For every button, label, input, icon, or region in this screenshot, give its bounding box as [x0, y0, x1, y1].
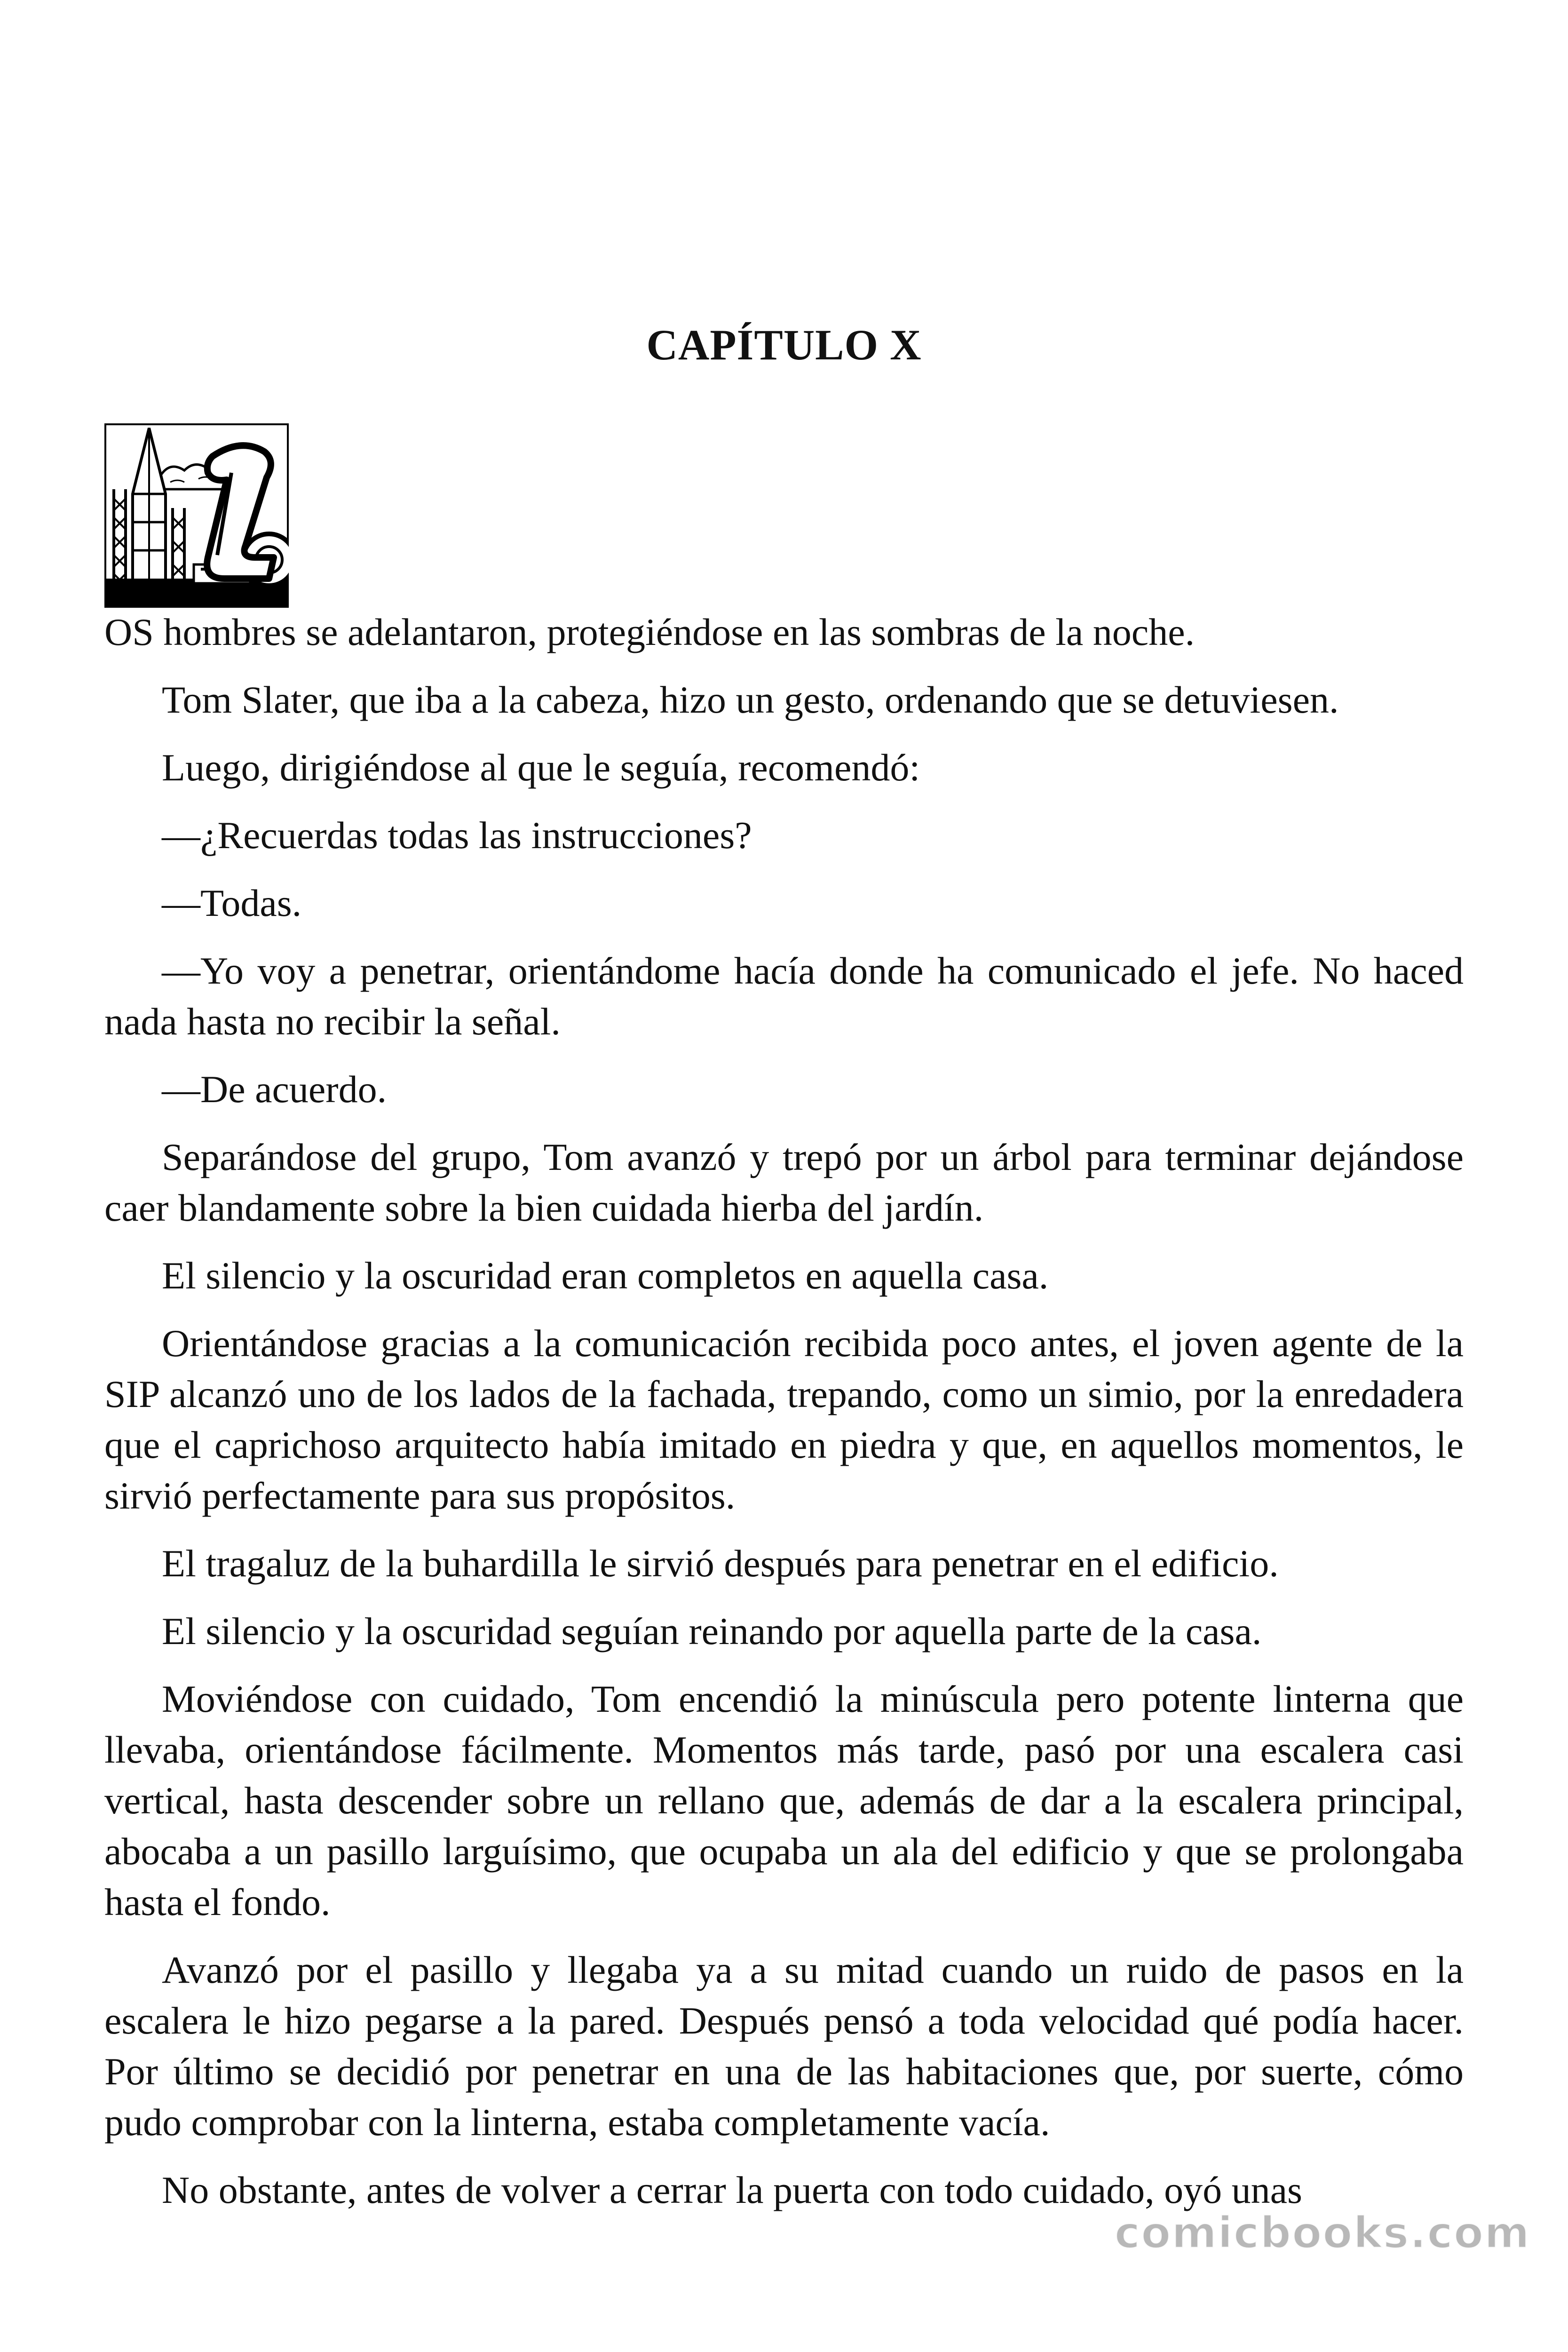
- paragraph: OS hombres se adelantaron, protegiéndose en las sombras de la noche.: [104, 611, 1195, 653]
- dialogue-line: —Todas.: [162, 882, 302, 924]
- paragraph: Orientándose gracias a la comunicación recibida poco antes, el joven agente de la SIP alcanzó uno de los lados de la fachada, trepando, como un simio, por la enredadera que el caprichoso arquitecto había imitado en piedra y que, en aquellos momentos, le sirvió perfectamente para sus propósitos.: [104, 1322, 1464, 1517]
- site-watermark: comicbooks.com: [1114, 2208, 1530, 2258]
- paragraph: Tom Slater, que iba a la cabeza, hizo un gesto, ordenando que se detuviesen.: [162, 678, 1339, 721]
- paragraph: Separándose del grupo, Tom avanzó y trepó por un árbol para terminar dejándose caer blandamente sobre la bien cuidada hierba del jardín.: [104, 1136, 1464, 1229]
- paragraph: Avanzó por el pasillo y llegaba ya a su mitad cuando un ruido de pasos en la escalera le hizo pegarse a la pared. Después pensó a toda velocidad qué podía hacer. Por último se decidió por penetrar en una de las habitaciones que, por suerte, cómo pudo comprobar con la linterna, estaba completamente vacía.: [104, 1948, 1464, 2144]
- chapter-title: CAPÍTULO X: [646, 321, 922, 369]
- paragraph: El tragaluz de la buhardilla le sirvió después para penetrar en el edificio.: [162, 1542, 1279, 1585]
- rocket-drop-cap-icon: [104, 423, 289, 608]
- paragraph: El silencio y la oscuridad seguían reinando por aquella parte de la casa.: [162, 1610, 1262, 1653]
- chapter-body: [104, 607, 1464, 2233]
- paragraph: No obstante, antes de volver a cerrar la puerta con todo cuidado, oyó unas: [162, 2169, 1302, 2211]
- paragraph: Luego, dirigiéndose al que le seguía, recomendó:: [162, 746, 920, 789]
- dialogue-line: —Yo voy a penetrar, orientándome hacía donde ha comunicado el jefe. No haced nada hasta no recibir la señal.: [104, 949, 1464, 1043]
- paragraph: Moviéndose con cuidado, Tom encendió la minúscula pero potente linterna que llevaba, orientándose fácilmente. Momentos más tarde, pasó por una escalera casi vertical, hasta descender sobre un rellano que, además de dar a la escalera principal, abocaba a un pasillo larguísimo, que ocupaba un ala del edificio y que se prolongaba hasta el fondo.: [104, 1677, 1464, 1923]
- dialogue-line: —De acuerdo.: [162, 1068, 387, 1111]
- paragraph: El silencio y la oscuridad eran completos en aquella casa.: [162, 1254, 1049, 1297]
- dialogue-line: —¿Recuerdas todas las instrucciones?: [162, 814, 752, 857]
